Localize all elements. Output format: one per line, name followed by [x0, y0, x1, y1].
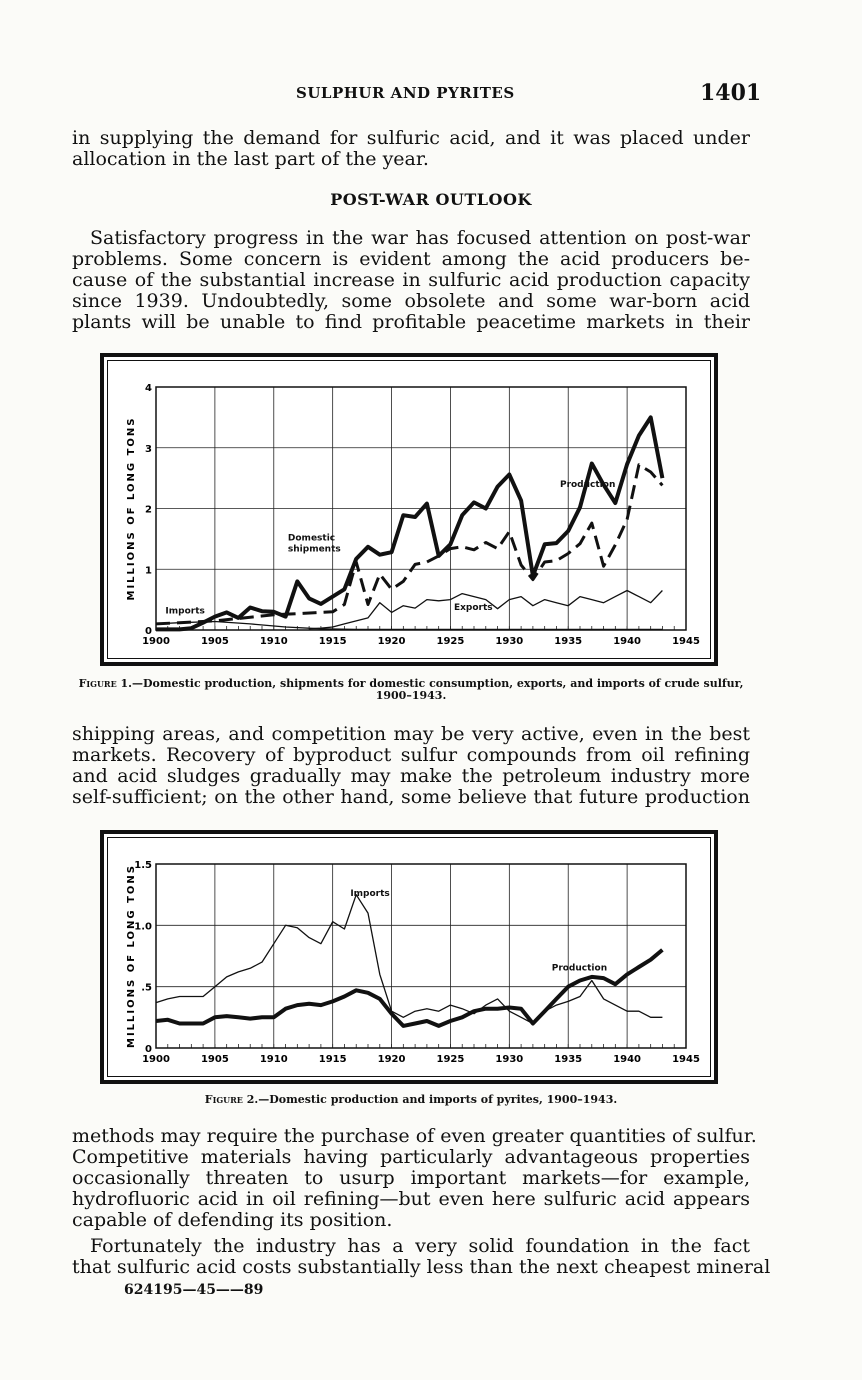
- x-tick-label: 1925: [436, 636, 465, 647]
- y-tick-label: 2: [145, 504, 152, 516]
- text-line: that sulfuric acid costs substantially less than the next cheapest mineral: [72, 1256, 771, 1278]
- text-line: Satisfactory progress in the war has focused attention on post-war: [90, 227, 750, 249]
- text-line: self-sufficient; on the other hand, some believe that future production: [72, 786, 750, 808]
- series-line-imports: [156, 622, 662, 630]
- text-line: allocation in the last part of the year.: [72, 148, 429, 170]
- series-label-exports: Exports: [453, 602, 493, 613]
- x-tick-label: 1920: [377, 1054, 406, 1065]
- series-label-domestic-shipments: shipments: [287, 544, 341, 555]
- x-tick-label: 1930: [495, 1054, 524, 1065]
- figure-1-chart: [104, 357, 714, 662]
- x-tick-label: 1920: [377, 636, 406, 647]
- series-label-domestic-shipments: Domestic: [287, 533, 336, 544]
- figure-1-caption-label: Figure 1.: [78, 677, 132, 690]
- x-tick-label: 1945: [672, 636, 700, 647]
- x-tick-label: 1900: [142, 636, 170, 647]
- series-label-production: Production: [551, 963, 608, 974]
- text-line: methods may require the purchase of even greater quantities of sulfur.: [72, 1125, 757, 1147]
- x-tick-label: 1915: [318, 636, 347, 647]
- x-tick-label: 1915: [318, 1054, 347, 1065]
- figure-2-caption-text: —Domestic production and imports of pyrites, 1900–1943.: [258, 1093, 618, 1106]
- paragraph-post-war: [72, 228, 750, 333]
- y-axis-title: MILLIONS OF LONG TONS: [126, 416, 137, 601]
- running-title: SULPHUR AND PYRITES: [296, 84, 515, 102]
- y-tick-label: 3: [145, 443, 152, 455]
- x-tick-label: 1935: [554, 1054, 583, 1065]
- y-tick-label: 1: [145, 565, 152, 577]
- x-tick-label: 1905: [200, 636, 229, 647]
- x-tick-label: 1905: [200, 1054, 229, 1065]
- text-line: problems. Some concern is evident among the acid producers be-: [72, 248, 750, 270]
- y-tick-label: 4: [145, 383, 152, 394]
- x-tick-label: 1935: [554, 636, 583, 647]
- x-tick-label: 1910: [259, 1054, 288, 1065]
- x-tick-label: 1910: [259, 636, 288, 647]
- figure-1: [100, 353, 718, 666]
- text-line: plants will be unable to find profitable peacetime markets in their: [72, 311, 750, 333]
- paragraph-continuation: [72, 128, 750, 170]
- y-tick-label: 0: [145, 1044, 152, 1055]
- text-line: Competitive materials having particularly advantageous properties: [72, 1146, 750, 1168]
- y-axis-title: MILLIONS OF LONG TONS: [126, 864, 137, 1048]
- text-line: capable of defending its position.: [72, 1209, 393, 1231]
- text-line: hydrofluoric acid in oil refining—but even here sulfuric acid appears: [72, 1188, 750, 1210]
- y-tick-label: 0: [145, 626, 152, 637]
- page-header: [0, 80, 862, 108]
- text-line: markets. Recovery of byproduct sulfur compounds from oil refining: [72, 744, 750, 766]
- figure-2-caption: [72, 1094, 750, 1106]
- section-heading: POST-WAR OUTLOOK: [330, 190, 532, 209]
- series-label-imports: Imports: [350, 888, 390, 899]
- figure-2-chart: [104, 834, 714, 1080]
- figure-1-caption-text: —Domestic production, shipments for domestic consumption, exports, and imports of crude sulfur, 1900–1943.: [131, 677, 744, 702]
- paragraph-shipping: [72, 724, 750, 808]
- figure-1-caption: [72, 678, 750, 702]
- printer-code: 624195—45——89: [124, 1282, 264, 1298]
- x-tick-label: 1925: [436, 1054, 465, 1065]
- paragraph-fortunately: [72, 1235, 771, 1278]
- series-line-imports: [156, 895, 662, 1024]
- paragraph-methods: [72, 1125, 757, 1231]
- x-tick-label: 1930: [495, 636, 524, 647]
- figure-2: [100, 830, 718, 1084]
- y-tick-label: .5: [141, 982, 152, 994]
- text-line: and acid sludges gradually may make the petroleum industry more: [72, 765, 750, 787]
- text-line: in supplying the demand for sulfuric acid, and it was placed under: [72, 127, 750, 149]
- y-tick-label: 1.0: [134, 921, 152, 933]
- x-tick-label: 1940: [613, 636, 642, 647]
- series-label-production: Production: [559, 480, 616, 491]
- text-line: since 1939. Undoubtedly, some obsolete and some war-born acid: [72, 290, 750, 312]
- series-label-imports: Imports: [165, 606, 205, 617]
- x-tick-label: 1940: [613, 1054, 642, 1065]
- y-tick-label: 1.5: [134, 860, 152, 871]
- page-number: 1401: [700, 80, 762, 106]
- x-tick-label: 1900: [142, 1054, 170, 1065]
- text-line: shipping areas, and competition may be very active, even in the best: [72, 723, 750, 745]
- text-line: cause of the substantial increase in sulfuric acid production capacity: [72, 269, 750, 291]
- text-line: occasionally threaten to usurp important markets—for example,: [72, 1167, 750, 1189]
- text-line: Fortunately the industry has a very solid foundation in the fact: [90, 1235, 750, 1257]
- figure-2-caption-label: Figure 2.: [204, 1093, 259, 1106]
- x-tick-label: 1945: [672, 1054, 700, 1065]
